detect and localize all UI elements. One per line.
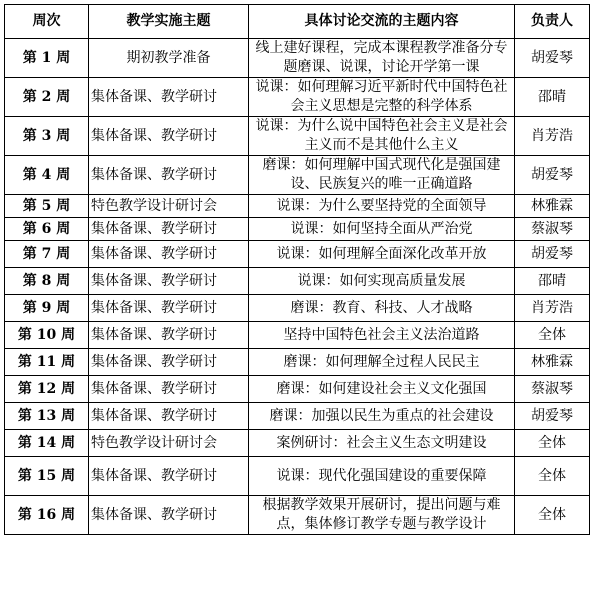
- header-theme: 教学实施主题: [89, 5, 249, 39]
- owner-cell: 胡爱琴: [515, 241, 590, 268]
- theme-cell: 集体备课、教学研讨: [89, 268, 249, 295]
- theme-cell: 集体备课、教学研讨: [89, 349, 249, 376]
- table-row: [5, 349, 590, 376]
- content-cell: 说课：如何理解全面深化改革开放: [249, 241, 515, 268]
- theme-cell: 集体备课、教学研讨: [89, 403, 249, 430]
- owner-cell: 胡爱琴: [515, 403, 590, 430]
- table-row: [5, 39, 590, 78]
- content-cell: 说课：为什么说中国特色社会主义是社会主义而不是其他什么主义: [249, 117, 515, 156]
- week-cell: 第 10 周: [5, 322, 89, 349]
- theme-cell: 集体备课、教学研讨: [89, 218, 249, 241]
- week-cell: 第 3 周: [5, 117, 89, 156]
- owner-cell: 林雅霖: [515, 349, 590, 376]
- owner-cell: 肖芳浩: [515, 117, 590, 156]
- theme-cell: 特色教学设计研讨会: [89, 430, 249, 457]
- content-cell: 磨课：如何建设社会主义文化强国: [249, 376, 515, 403]
- week-cell: 第 1 周: [5, 39, 89, 78]
- theme-cell: 集体备课、教学研讨: [89, 457, 249, 496]
- theme-cell: 集体备课、教学研讨: [89, 117, 249, 156]
- content-cell: 说课：如何坚持全面从严治党: [249, 218, 515, 241]
- owner-cell: 邵晴: [515, 268, 590, 295]
- week-cell: 第 4 周: [5, 156, 89, 195]
- owner-cell: 胡爱琴: [515, 156, 590, 195]
- week-cell: 第 11 周: [5, 349, 89, 376]
- table-row: [5, 376, 590, 403]
- owner-cell: 胡爱琴: [515, 39, 590, 78]
- content-cell: 磨课：如何理解中国式现代化是强国建设、民族复兴的唯一正确道路: [249, 156, 515, 195]
- theme-cell: 集体备课、教学研讨: [89, 156, 249, 195]
- week-cell: 第 7 周: [5, 241, 89, 268]
- content-cell: 说课：现代化强国建设的重要保障: [249, 457, 515, 496]
- theme-cell: 期初教学准备: [89, 39, 249, 78]
- week-cell: 第 8 周: [5, 268, 89, 295]
- table-row: [5, 430, 590, 457]
- table-row: [5, 241, 590, 268]
- week-cell: 第 13 周: [5, 403, 89, 430]
- content-cell: 案例研讨：社会主义生态文明建设: [249, 430, 515, 457]
- week-cell: 第 16 周: [5, 496, 89, 535]
- content-cell: 磨课：如何理解全过程人民民主: [249, 349, 515, 376]
- table-row: [5, 403, 590, 430]
- owner-cell: 邵晴: [515, 78, 590, 117]
- theme-cell: 集体备课、教学研讨: [89, 496, 249, 535]
- table-row: [5, 295, 590, 322]
- week-cell: 第 14 周: [5, 430, 89, 457]
- header-week: 周次: [5, 5, 89, 39]
- week-cell: 第 5 周: [5, 195, 89, 218]
- table-row: [5, 78, 590, 117]
- week-cell: 第 12 周: [5, 376, 89, 403]
- content-cell: 根据教学效果开展研讨，提出问题与难点，集体修订教学专题与教学设计: [249, 496, 515, 535]
- week-cell: 第 2 周: [5, 78, 89, 117]
- theme-cell: 集体备课、教学研讨: [89, 295, 249, 322]
- header-content: 具体讨论交流的主题内容: [249, 5, 515, 39]
- theme-cell: 集体备课、教学研讨: [89, 78, 249, 117]
- table-row: [5, 156, 590, 195]
- owner-cell: 蔡淑琴: [515, 376, 590, 403]
- table-row: [5, 322, 590, 349]
- content-cell: 坚持中国特色社会主义法治道路: [249, 322, 515, 349]
- theme-cell: 集体备课、教学研讨: [89, 376, 249, 403]
- schedule-table: [4, 4, 590, 535]
- content-cell: 说课：为什么要坚持党的全面领导: [249, 195, 515, 218]
- content-cell: 线上建好课程，完成本课程教学准备分专题磨课、说课，讨论开学第一课: [249, 39, 515, 78]
- owner-cell: 蔡淑琴: [515, 218, 590, 241]
- theme-cell: 集体备课、教学研讨: [89, 322, 249, 349]
- table-row: [5, 117, 590, 156]
- table-row: [5, 218, 590, 241]
- owner-cell: 全体: [515, 457, 590, 496]
- theme-cell: 特色教学设计研讨会: [89, 195, 249, 218]
- content-cell: 说课：如何实现高质量发展: [249, 268, 515, 295]
- content-cell: 磨课：教育、科技、人才战略: [249, 295, 515, 322]
- content-cell: 磨课：加强以民生为重点的社会建设: [249, 403, 515, 430]
- owner-cell: 全体: [515, 430, 590, 457]
- owner-cell: 全体: [515, 322, 590, 349]
- owner-cell: 肖芳浩: [515, 295, 590, 322]
- header-owner: 负责人: [515, 5, 590, 39]
- header-row: [5, 5, 590, 39]
- owner-cell: 林雅霖: [515, 195, 590, 218]
- theme-cell: 集体备课、教学研讨: [89, 241, 249, 268]
- table-row: [5, 195, 590, 218]
- week-cell: 第 6 周: [5, 218, 89, 241]
- table-row: [5, 457, 590, 496]
- owner-cell: 全体: [515, 496, 590, 535]
- table-row: [5, 268, 590, 295]
- week-cell: 第 15 周: [5, 457, 89, 496]
- week-cell: 第 9 周: [5, 295, 89, 322]
- content-cell: 说课：如何理解习近平新时代中国特色社会主义思想是完整的科学体系: [249, 78, 515, 117]
- table-row: [5, 496, 590, 535]
